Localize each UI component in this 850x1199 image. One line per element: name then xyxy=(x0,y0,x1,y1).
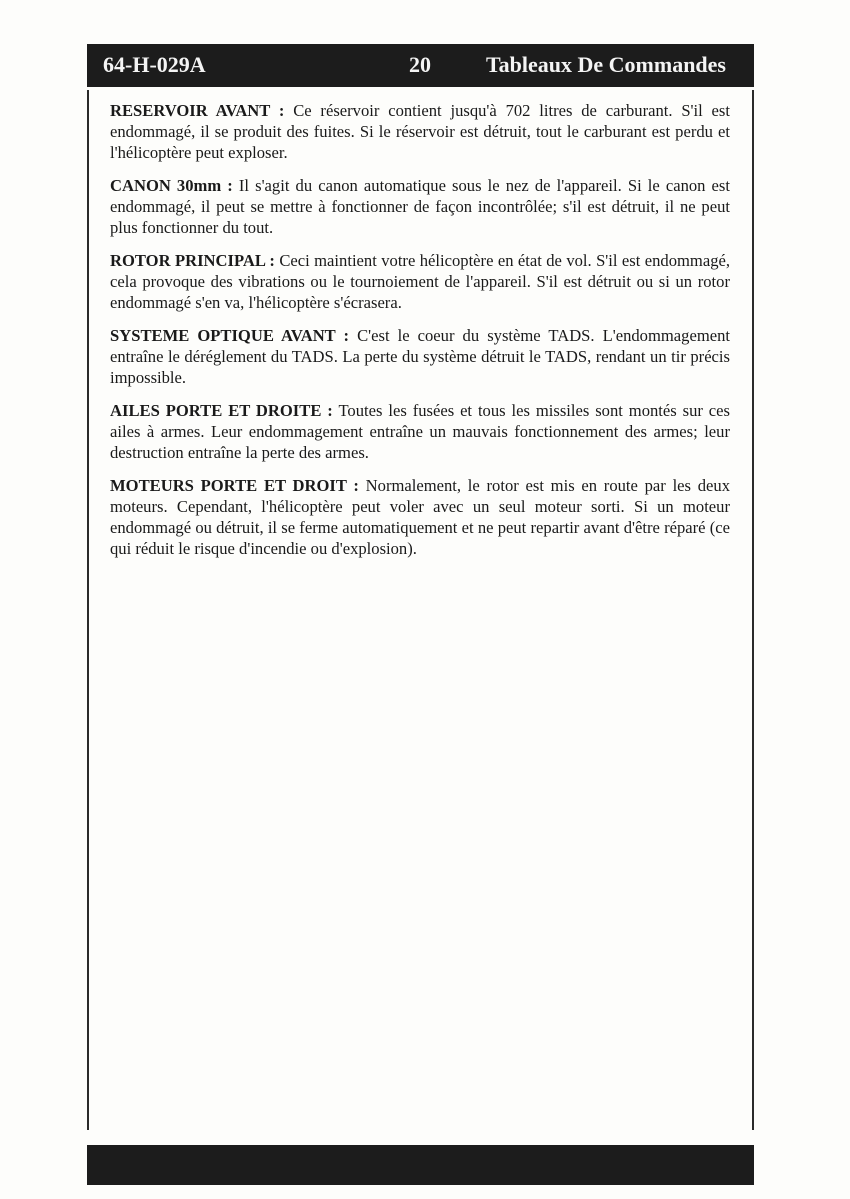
body-text xyxy=(110,100,730,571)
entry-canon-30mm xyxy=(110,175,730,238)
entry-text: C'est le coeur du système TADS. L'endommagement entraîne le déréglement du TADS. La perte du système détruit le TADS, rendant un tir précis impossible. xyxy=(110,326,731,387)
left-border-line xyxy=(87,90,89,1130)
entry-text: Toutes les fusées et tous les missiles sont montés sur ces ailes à armes. Leur endommagement entraîne un mauvais fonctionnement des armes; leur destruction entraîne la perte des armes. xyxy=(110,401,730,462)
entry-systeme-optique-avant xyxy=(110,325,730,388)
page-number: 20 xyxy=(409,52,431,77)
entry-term: ROTOR PRINCIPAL : xyxy=(110,251,275,270)
entry-reservoir-avant xyxy=(110,100,730,163)
right-border-line xyxy=(752,90,754,1130)
entry-text: Il s'agit du canon automatique sous le nez de l'appareil. Si le canon est endommagé, il peut se mettre à fonctionner de façon incontrôlée; s'il est détruit, il ne peut plus fonctionner du tout. xyxy=(110,176,730,237)
entry-term: SYSTEME OPTIQUE AVANT : xyxy=(110,326,350,345)
page-header xyxy=(87,44,754,87)
entry-text: Normalement, le rotor est mis en route par les deux moteurs. Cependant, l'hélicoptère peut voler avec un seul moteur sorti. Si un moteur endommagé ou détruit, il se ferme automatiquement et ne peut repartir avant d'être réparé (ce qui réduit le risque d'incendie ou d'explosion). xyxy=(110,476,730,558)
entry-term: RESERVOIR AVANT : xyxy=(110,101,285,120)
entry-term: AILES PORTE ET DROITE : xyxy=(110,401,333,420)
entry-text: Ceci maintient votre hélicoptère en état de vol. S'il est endommagé, cela provoque des vibrations ou le tournoiement de l'appareil. S'il est détruit ou si un rotor endommagé s'en va, l'hélicoptère s'écrasera. xyxy=(110,251,731,312)
page-footer-bar xyxy=(87,1145,754,1185)
entry-term: CANON 30mm : xyxy=(110,176,233,195)
entry-moteurs-porte-et-droit xyxy=(110,475,730,559)
document-code: 64-H-029A xyxy=(103,52,206,77)
entry-rotor-principal xyxy=(110,250,730,313)
entry-text: Ce réservoir contient jusqu'à 702 litres de carburant. S'il est endommagé, il se produit des fuites. Si le réservoir est détruit, tout le carburant est perdu et l'hélicoptère peut exploser. xyxy=(110,101,730,162)
entry-ailes-porte-et-droite xyxy=(110,400,730,463)
page-title: Tableaux De Commandes xyxy=(486,52,726,77)
entry-term: MOTEURS PORTE ET DROIT : xyxy=(110,476,359,495)
